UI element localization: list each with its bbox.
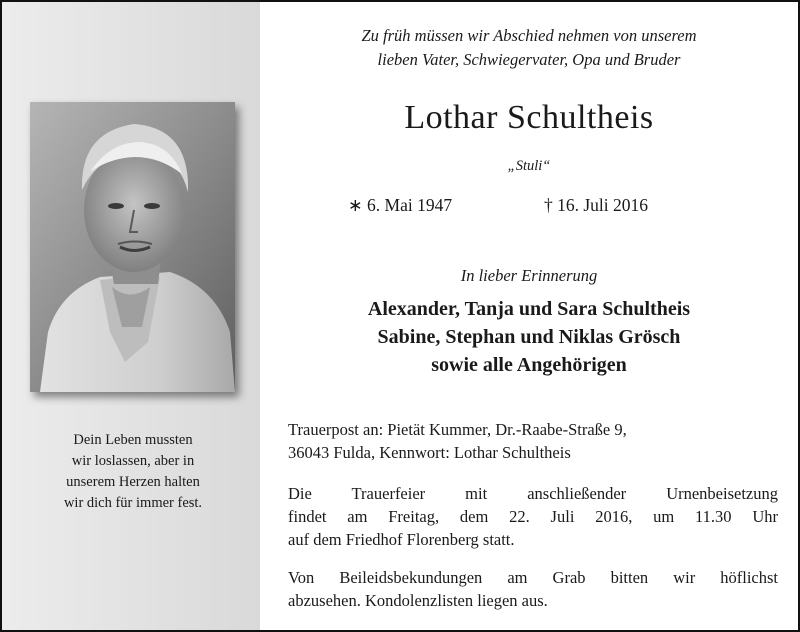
condolence-line: Von Beileidsbekundungen am Grab bitten wir höflichst [288, 568, 778, 587]
death-date: † 16. Juli 2016 [544, 195, 649, 215]
main-column [260, 2, 798, 630]
quote-line: wir dich für immer fest. [63, 495, 203, 511]
ceremony-line: findet am Freitag, dem 22. Juli 2016, um 11.30 Uhr [288, 507, 778, 526]
quote-line: wir loslassen, aber in [71, 453, 195, 469]
portrait-photo [30, 102, 235, 392]
intro-line: Zu früh müssen wir Abschied nehmen von unserem [361, 26, 697, 45]
ceremony-info [288, 482, 778, 551]
quote-line: Dein Leben mussten [73, 432, 193, 448]
mourner-line: Alexander, Tanja und Sara Schultheis [367, 298, 691, 320]
portrait-image [30, 102, 235, 392]
quote-line: unserem Herzen halten [66, 474, 200, 490]
nickname: „Stuli“ [507, 158, 551, 174]
mail-info-line: Trauerpost an: Pietät Kummer, Dr.-Raabe-Straße 9, [288, 420, 627, 439]
condolence-line: abzusehen. Kondolenzlisten liegen aus. [288, 591, 548, 610]
mourners-list [260, 295, 798, 379]
memorial-quote [22, 430, 244, 514]
memory-line: In lieber Erinnerung [460, 266, 598, 285]
ceremony-line: Die Trauerfeier mit anschließender Urnenbeisetzung [288, 484, 778, 503]
condolence-info [288, 566, 778, 612]
deceased-name: Lothar Schultheis [404, 99, 654, 136]
mail-info-line: 36043 Fulda, Kennwort: Lothar Schultheis [288, 443, 571, 462]
intro-line: lieben Vater, Schwiegervater, Opa und Bruder [377, 50, 681, 69]
mail-info [288, 418, 778, 464]
mourner-line: Sabine, Stephan und Niklas Grösch [377, 326, 681, 348]
intro-text [260, 24, 798, 72]
left-column [2, 2, 260, 630]
birth-date: ∗ 6. Mai 1947 [348, 195, 453, 215]
ceremony-line: auf dem Friedhof Florenberg statt. [288, 530, 515, 549]
mourner-line: sowie alle Angehörigen [431, 354, 627, 376]
